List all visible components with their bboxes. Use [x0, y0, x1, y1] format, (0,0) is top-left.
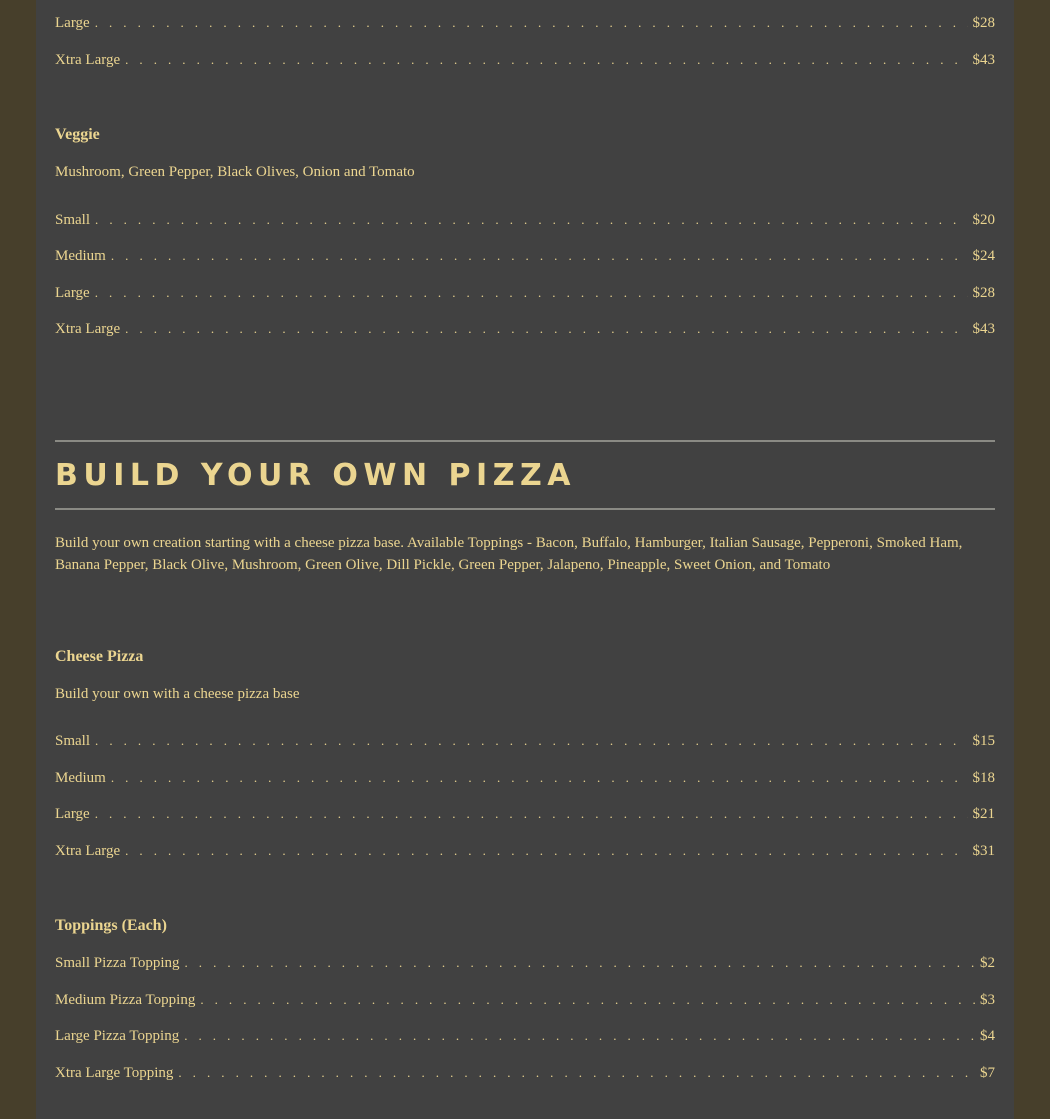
menu-item-row — [55, 731, 995, 751]
item-price: $21 — [972, 806, 995, 822]
item-price: $7 — [980, 1065, 995, 1081]
dot-leader — [95, 283, 968, 303]
item-price: $4 — [980, 1028, 995, 1044]
section-heading-build-your-own: BUILD YOUR OWN PIZZA — [55, 458, 576, 493]
menu-item-row — [55, 283, 995, 303]
dot-leader — [125, 319, 967, 339]
dot-leader — [184, 1026, 975, 1046]
menu-item-row — [55, 13, 995, 33]
item-name: Xtra Large — [55, 52, 121, 68]
item-price: $20 — [972, 212, 995, 228]
section-title-toppings: Toppings (Each) — [55, 917, 167, 934]
item-name: Medium — [55, 770, 106, 786]
menu-item-row — [55, 804, 995, 824]
item-name: Small — [55, 212, 91, 228]
item-name: Small — [55, 733, 91, 749]
item-name: Medium Pizza Topping — [55, 992, 196, 1008]
divider-bottom — [55, 508, 995, 510]
dot-leader — [95, 804, 968, 824]
item-name: Large — [55, 15, 90, 31]
menu-item-row — [55, 319, 995, 339]
item-name: Xtra Large — [55, 843, 121, 859]
dot-leader — [185, 953, 976, 973]
item-price: $31 — [972, 843, 995, 859]
item-name: Xtra Large Topping — [55, 1065, 174, 1081]
section-description-veggie: Mushroom, Green Pepper, Black Olives, Onion and Tomato — [55, 164, 415, 180]
item-name: Large — [55, 806, 90, 822]
section-description-cheese-pizza: Build your own with a cheese pizza base — [55, 686, 300, 702]
item-price: $43 — [972, 52, 995, 68]
dot-leader — [95, 210, 967, 230]
item-name: Large Pizza Topping — [55, 1028, 180, 1044]
item-price: $28 — [972, 285, 995, 301]
item-price: $18 — [972, 770, 995, 786]
dot-leader — [111, 246, 968, 266]
item-price: $3 — [980, 992, 995, 1008]
item-name: Small Pizza Topping — [55, 955, 180, 971]
menu-item-row — [55, 841, 995, 861]
menu-panel — [36, 0, 1014, 1119]
dot-leader — [178, 1063, 975, 1083]
dot-leader — [125, 841, 967, 861]
dot-leader — [125, 50, 967, 70]
menu-item-row — [55, 50, 995, 70]
section-title-veggie: Veggie — [55, 126, 100, 143]
item-price: $28 — [972, 15, 995, 31]
dot-leader — [111, 768, 968, 788]
item-price: $15 — [972, 733, 995, 749]
build-your-own-description: Build your own creation starting with a cheese pizza base. Available Toppings - Bacon, Buffalo, Hamburger, Italian Sausage, Pepperoni, Smoked Ham, Banana Pepper, Black Olive, Mushroom, Green Olive, Dill Pickle, Green Pepper, Jalapeno, Pineapple, Sweet Onion, and Tomato — [55, 535, 963, 573]
item-name: Large — [55, 285, 90, 301]
menu-item-row — [55, 1063, 995, 1083]
item-price: $43 — [972, 321, 995, 337]
item-name: Xtra Large — [55, 321, 121, 337]
item-price: $24 — [972, 248, 995, 264]
item-name: Medium — [55, 248, 106, 264]
menu-item-row — [55, 953, 995, 973]
item-price: $2 — [980, 955, 995, 971]
dot-leader — [95, 731, 967, 751]
menu-item-row — [55, 210, 995, 230]
menu-item-row — [55, 990, 995, 1010]
dot-leader — [95, 13, 968, 33]
divider-top — [55, 440, 995, 442]
menu-item-row — [55, 1026, 995, 1046]
section-title-cheese-pizza: Cheese Pizza — [55, 648, 144, 665]
dot-leader — [200, 990, 975, 1010]
menu-item-row — [55, 246, 995, 266]
menu-item-row — [55, 768, 995, 788]
